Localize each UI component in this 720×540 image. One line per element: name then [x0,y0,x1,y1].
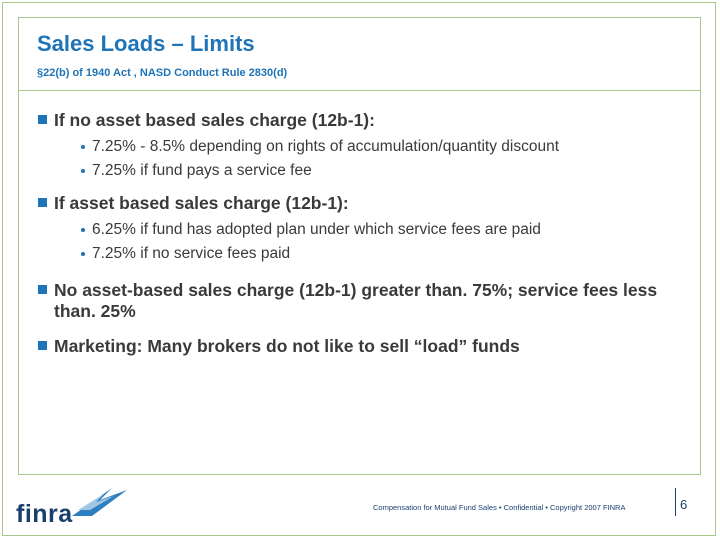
slide-title: Sales Loads – Limits [37,31,255,56]
dot-bullet-icon [81,228,85,232]
page-number: 6 [680,497,688,512]
sub-bullet-item [81,220,678,240]
square-bullet-icon [38,285,47,294]
bullet-item [38,280,678,322]
sub-bullet-text: 7.25% if fund pays a service fee [92,162,312,179]
finra-logo [16,486,120,526]
square-bullet-icon [38,198,47,207]
bullet-text: If asset based sales charge (12b-1): [54,193,349,213]
sub-bullet-text: 7.25% if no service fees paid [92,245,291,262]
slide-subtitle: §22(b) of 1940 Act , NASD Conduct Rule 2830(d) [37,67,288,79]
sub-bullet-item [81,161,678,181]
bullet-item [38,336,678,357]
bullet-list [38,110,678,357]
bullet-text: Marketing: Many brokers do not like to sell “load” funds [54,336,520,356]
sub-bullet-list [54,220,678,264]
bullet-item [38,193,678,264]
title-block [19,18,700,91]
dot-bullet-icon [81,145,85,149]
bullet-item [38,110,678,181]
sub-bullet-text: 6.25% if fund has adopted plan under which service fees are paid [92,221,541,238]
dot-bullet-icon [81,169,85,173]
bullet-text: No asset-based sales charge (12b-1) greater than. 75%; service fees less than. 25% [54,280,658,321]
square-bullet-icon [38,341,47,350]
sub-bullet-item [81,244,678,264]
sub-bullet-item [81,137,678,157]
square-bullet-icon [38,115,47,124]
sub-bullet-list [54,137,678,181]
footer-text: Compensation for Mutual Fund Sales • Confidential • Copyright 2007 FINRA [373,503,626,512]
sub-bullet-text: 7.25% - 8.5% depending on rights of accumulation/quantity discount [92,138,560,155]
logo-wordmark: finra [16,500,73,528]
dot-bullet-icon [81,252,85,256]
footer-divider [675,488,676,516]
bullet-text: If no asset based sales charge (12b-1): [54,110,375,130]
